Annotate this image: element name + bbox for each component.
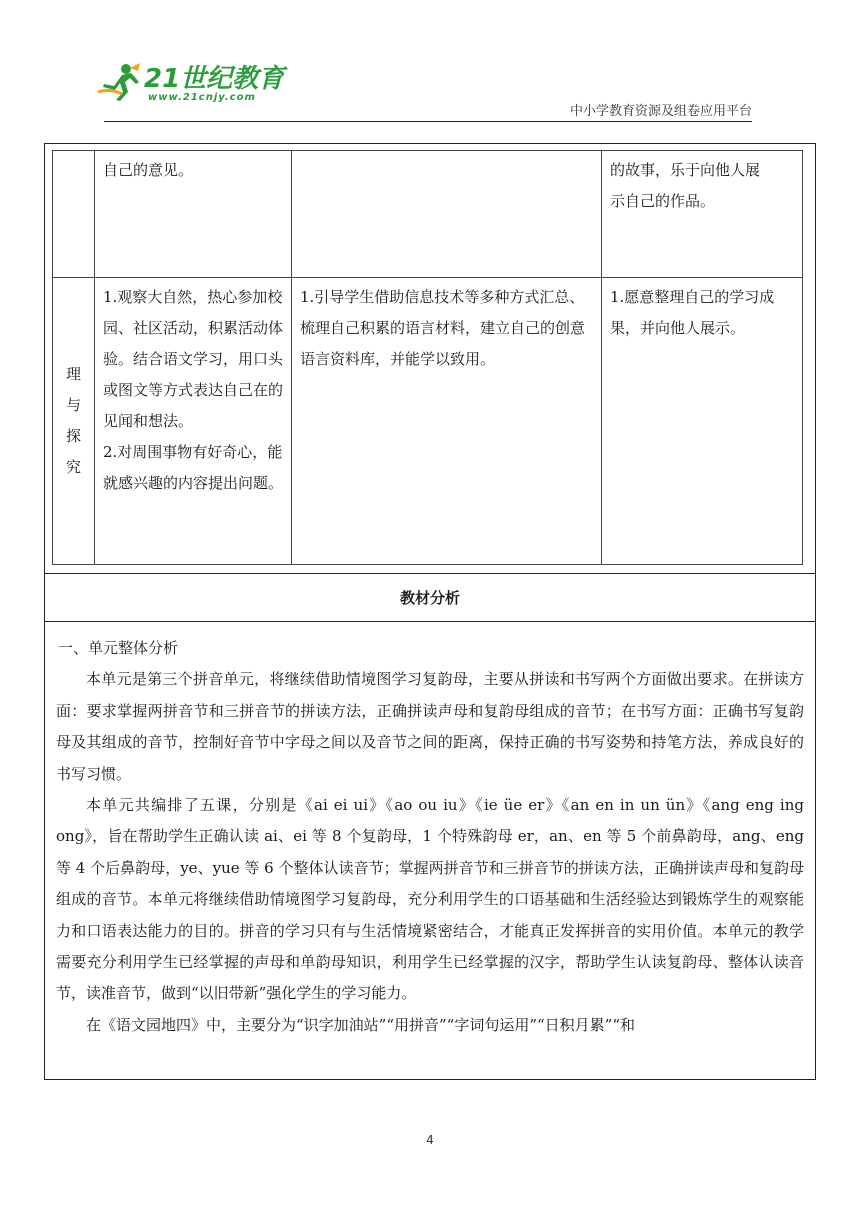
page-header bbox=[0, 0, 860, 130]
logo-brand: 21世纪教育 bbox=[144, 64, 285, 94]
header-divider bbox=[104, 121, 752, 122]
cell-text: 自己的意见。 bbox=[103, 161, 194, 179]
row-side-label bbox=[53, 278, 95, 565]
logo bbox=[96, 62, 285, 106]
row-side-label bbox=[53, 151, 95, 278]
cell-text: 2.对周围事物有好奇心，能就感兴趣的内容提出问题。 bbox=[103, 443, 284, 492]
section-title: 教材分析 bbox=[399, 589, 460, 607]
side-label-text: 理与探究 bbox=[65, 365, 81, 476]
analysis-paragraph: 在《语文园地四》中，主要分为“识字加油站”“用拼音”“字词句运用”“日积月累”“和 bbox=[86, 1015, 636, 1034]
table-cell bbox=[602, 278, 803, 565]
running-figure-icon bbox=[96, 62, 142, 102]
page-number: 4 bbox=[426, 1133, 434, 1147]
table-cell bbox=[95, 278, 292, 565]
section-divider bbox=[44, 573, 816, 574]
standards-table bbox=[52, 150, 803, 565]
table-cell bbox=[292, 151, 602, 278]
analysis-content bbox=[56, 633, 804, 1041]
table-row bbox=[53, 151, 803, 278]
analysis-paragraph: 本单元共编排了五课，分别是《ai ei ui》《ao ou iu》《ie üe er》《an en in un ün》《ang eng ing ong》，旨在帮助学生正确认读 ai、ei 等 8 个复韵母，1 个特殊韵母 er，an、en 等 5 个前鼻韵母，ang、eng 等 4 个后鼻韵母，ye、yue 等 6 个整体认读音节；掌握两拼音节和三拼音节的拼读方法，正确拼读声母和复韵母组成的音节。本单元将继续借助情境图学习复韵母，充分利用学生的口语基础和生活经验达到锻炼学生的观察能力和口语表达能力的目的。拼音的学习只有与生活情境紧密结合，才能真正发挥拼音的实用价值。本单元的教学需要充分利用学生已经掌握的声母和单韵母知识，利用学生已经掌握的汉字，帮助学生认读复韵母、整体认读音节，读准音节，做到“以旧带新”强化学生的学习能力。 bbox=[56, 796, 804, 1003]
cell-text: 1.愿意整理自己的学习成果，并向他人展示。 bbox=[610, 288, 775, 337]
cell-text: 示自己的作品。 bbox=[610, 192, 716, 210]
analysis-subhead: 一、单元整体分析 bbox=[58, 639, 179, 657]
table-cell bbox=[292, 278, 602, 565]
table-cell bbox=[602, 151, 803, 278]
table-row bbox=[53, 278, 803, 565]
cell-text: 的故事，乐于向他人展 bbox=[610, 161, 761, 179]
table-cell bbox=[95, 151, 292, 278]
platform-title: 中小学教育资源及组卷应用平台 bbox=[569, 104, 752, 119]
analysis-paragraph: 本单元是第三个拼音单元，将继续借助情境图学习复韵母，主要从拼读和书写两个方面做出要求。在拼读方面：要求掌握两拼音节和三拼音节的拼读方法，正确拼读声母和复韵母组成的音节；在书写方面：正确书写复韵母及其组成的音节，控制好音节中字母之间以及音节之间的距离，保持正确的书写姿势和持笔方法，养成良好的书写习惯。 bbox=[56, 670, 804, 783]
cell-text: 1.引导学生借助信息技术等多种方式汇总、梳理自己积累的语言材料，建立自己的创意语言资料库，并能学以致用。 bbox=[300, 288, 586, 368]
section-divider bbox=[44, 621, 816, 622]
logo-url: www.21cnjy.com bbox=[148, 92, 256, 103]
cell-text: 1.观察大自然，热心参加校园、社区活动，积累活动体验。结合语文学习，用口头或图文等方式表达自己在的见闻和想法。 bbox=[103, 288, 284, 430]
